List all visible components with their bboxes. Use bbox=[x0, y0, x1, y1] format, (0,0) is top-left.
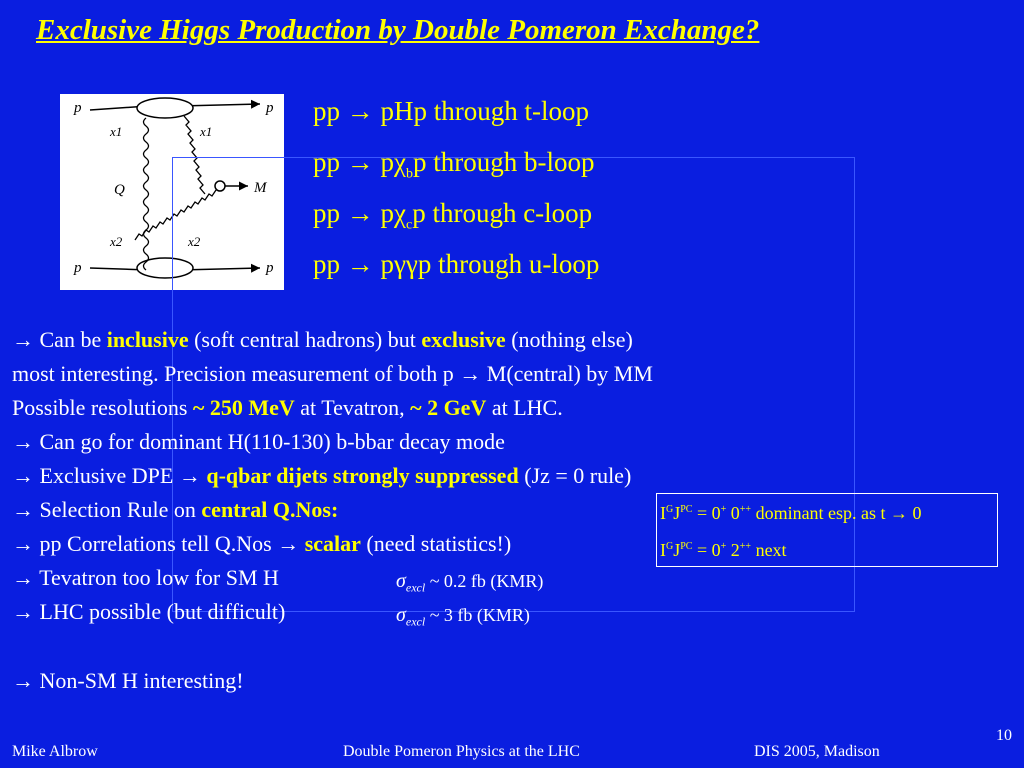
body-line-4: → Can go for dominant H(110-130) b-bbar decay mode bbox=[12, 429, 505, 454]
footer-talk-title: Double Pomeron Physics at the LHC bbox=[343, 743, 580, 760]
footer-venue: DIS 2005, Madison bbox=[754, 743, 880, 760]
body-line-5: → Exclusive DPE → q-qbar dijets strongly suppressed (Jz = 0 rule) bbox=[12, 463, 632, 488]
feynman-diagram bbox=[60, 94, 284, 290]
process-line-1: pp → pHp through t-loop bbox=[313, 96, 589, 126]
cross-section-tevatron: $\sigma_{excl}$ ~ 0.2 fb (KMR) bbox=[396, 570, 544, 595]
body-line-10: → Non-SM H interesting! bbox=[12, 668, 244, 693]
body-line-9: → LHC possible (but difficult) bbox=[12, 599, 286, 624]
process-line-3: pp → $p\chi_cp$ through c-loop bbox=[313, 198, 593, 233]
process-line-4: pp → pγγp through u-loop bbox=[313, 249, 600, 279]
body-line-8: → Tevatron too low for SM H bbox=[12, 565, 279, 590]
label-m: M bbox=[254, 180, 267, 196]
body-line-3: Possible resolutions ~ 250 MeV at Tevatron, ~ 2 GeV at LHC. bbox=[12, 395, 563, 420]
gluon-left bbox=[144, 118, 149, 270]
slide-title: Exclusive Higgs Production by Double Pomeron Exchange? bbox=[36, 14, 760, 46]
label-p-bottom-left: p bbox=[74, 260, 82, 276]
label-x1-right: x1 bbox=[200, 124, 213, 139]
label-x1-left: x1 bbox=[110, 124, 123, 139]
label-q: Q bbox=[114, 182, 125, 198]
label-p-bottom-right: p bbox=[266, 260, 274, 276]
footer-author: Mike Albrow bbox=[12, 743, 98, 760]
quantum-line-2: $I^GJ^{PC} = 0^+$ 2++ next bbox=[660, 540, 787, 560]
body-line-7: → pp Correlations tell Q.Nos → scalar (need statistics!) bbox=[12, 531, 512, 556]
body-line-2: most interesting. Precision measurement of both p → M(central) by MM bbox=[12, 361, 653, 386]
quantum-line-1: $I^GJ^{PC} = 0^+$ 0++ dominant esp. as t → 0 bbox=[660, 503, 922, 523]
feynman-diagram-svg bbox=[60, 94, 284, 290]
cross-section-lhc: $\sigma_{excl}$ ~ 3 fb (KMR) bbox=[396, 604, 530, 629]
body-line-6: → Selection Rule on central Q.Nos: bbox=[12, 497, 339, 522]
label-p-top-left: p bbox=[74, 100, 82, 116]
vertex-circle bbox=[215, 181, 225, 191]
label-x2-right: x2 bbox=[188, 234, 201, 249]
top-blob bbox=[137, 98, 193, 118]
label-x2-left: x2 bbox=[110, 234, 123, 249]
body-line-1: → Can be inclusive (soft central hadrons) but exclusive (nothing else) bbox=[12, 327, 633, 352]
page-number: 10 bbox=[996, 727, 1012, 744]
process-line-2: pp → $p\chi_bp$ through b-loop bbox=[313, 147, 595, 182]
label-p-top-right: p bbox=[266, 100, 274, 116]
bottom-blob bbox=[137, 258, 193, 278]
